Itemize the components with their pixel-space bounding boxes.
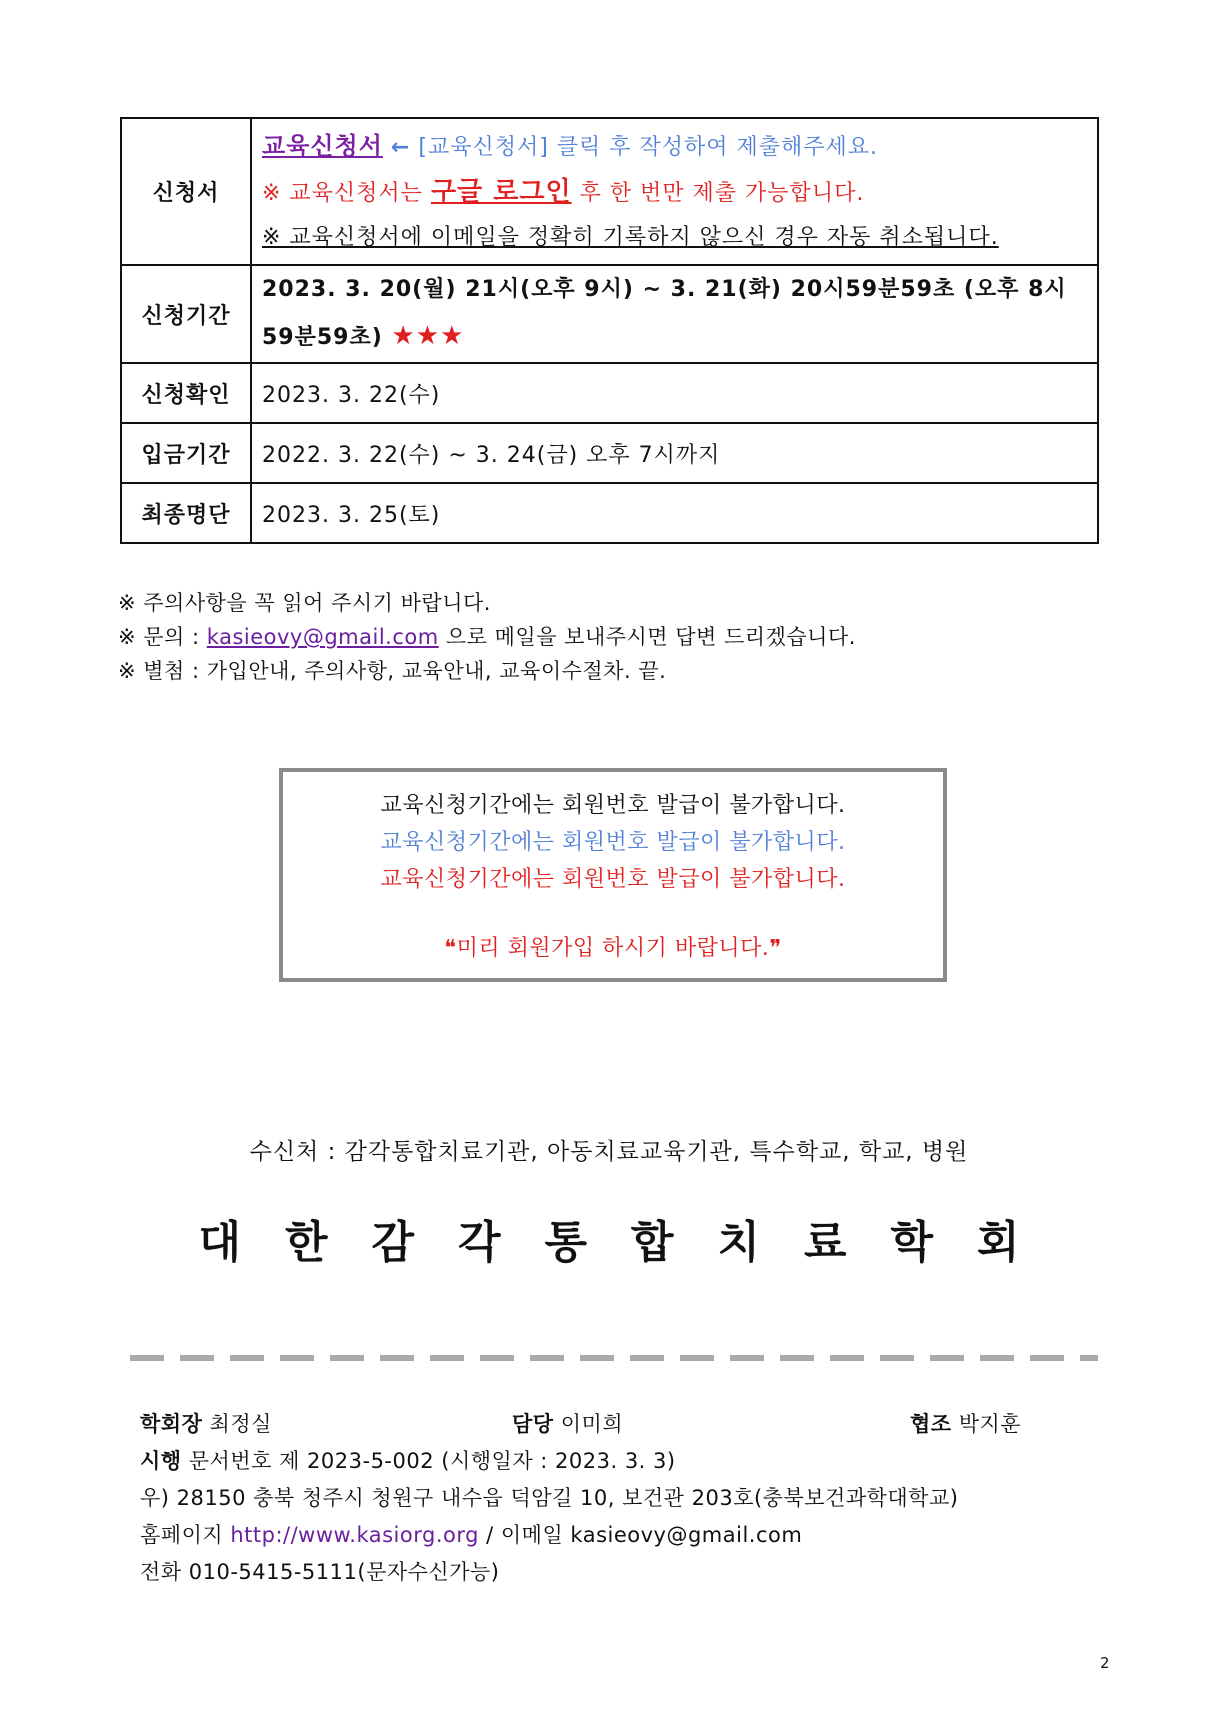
cooperation-name: 박지훈 (958, 1412, 1022, 1436)
note-read-caution: ※ 주의사항을 꼭 읽어 주시기 바랍니다. (118, 591, 491, 615)
google-login-note (262, 170, 1087, 216)
enforce-label: 시행 (140, 1449, 182, 1473)
inquiry-email-link[interactable]: kasieovy@gmail.com (206, 625, 439, 649)
homepage-label: 홈페이지 (140, 1523, 224, 1547)
note-inquiry (118, 620, 856, 654)
google-login-emphasis: 구글 로그인 (430, 176, 572, 207)
table-row-application (121, 118, 1098, 265)
note-attachments: ※ 별첨 : 가입안내, 주의사항, 교육안내, 교육이수절차. 끝. (118, 659, 667, 683)
table-row-final (121, 483, 1098, 543)
organization-name: 대한감각통합치료학회 (198, 1217, 1064, 1268)
notes-section (118, 586, 856, 688)
period-cell (251, 265, 1098, 363)
cooperation (910, 1406, 1021, 1443)
phone-row: 전화 010-5415-5111(문자수신가능) (140, 1560, 500, 1584)
president-name: 최정실 (209, 1412, 272, 1436)
notice-box (279, 768, 947, 982)
address-row: 우) 28150 충북 청주시 청원구 내수읍 덕암길 10, 보건관 203호(충북보건과학대학교) (140, 1486, 959, 1510)
left-arrow-icon: ← (390, 134, 411, 160)
confirm-date: 2023. 3. 22(수) (251, 363, 1098, 423)
inquiry-suffix: 으로 메일을 보내주시면 답변 드리겠습니다. (438, 625, 856, 649)
table-row-confirm (121, 363, 1098, 423)
application-form-link[interactable]: 교육신청서 (262, 131, 383, 160)
cooperation-label: 협조 (910, 1412, 952, 1436)
period-line2: 59분59초) (262, 325, 383, 350)
enforcement-row (140, 1443, 1060, 1480)
schedule-table (120, 117, 1099, 544)
row-header-period: 신청기간 (121, 265, 251, 363)
manager-label: 담당 (512, 1412, 554, 1436)
footer-email[interactable]: kasieovy@gmail.com (570, 1523, 803, 1547)
row-header-final: 최종명단 (121, 483, 251, 543)
footer (140, 1406, 1060, 1591)
deposit-period: 2022. 3. 22(수) ~ 3. 24(금) 오후 7시까지 (251, 423, 1098, 483)
president-label: 학회장 (140, 1412, 203, 1436)
dashed-divider (130, 1355, 1098, 1361)
recipients-line: 수신처 : 감각통합치료기관, 아동치료교육기관, 특수학교, 학교, 병원 (249, 1139, 969, 1165)
contact-row (140, 1517, 1060, 1554)
enforce-text: 문서번호 제 2023-5-002 (시행일자 : 2023. 3. 3) (188, 1449, 676, 1473)
notice-line-black: 교육신청기간에는 회원번호 발급이 불가합니다. (380, 793, 846, 818)
homepage-link[interactable]: http://www.kasiorg.org (230, 1523, 479, 1547)
final-list-date: 2023. 3. 25(토) (251, 483, 1098, 543)
manager-name: 이미희 (560, 1412, 624, 1436)
row-header-deposit: 입금기간 (121, 423, 251, 483)
row-header-application: 신청서 (121, 118, 251, 265)
signup-reminder: ❝미리 회원가입 하시기 바랍니다.❞ (444, 936, 782, 961)
period-line1: 2023. 3. 20(월) 21시(오후 9시) ~ 3. 21(화) 20시59분59초 (오후 8시 (262, 277, 1067, 302)
manager (512, 1406, 623, 1443)
president (140, 1406, 272, 1443)
note1-prefix: ※ 교육신청서는 (262, 180, 431, 206)
note1-suffix: 후 한 번만 제출 가능합니다. (571, 180, 865, 206)
table-row-period (121, 265, 1098, 363)
email-cancel-note: ※ 교육신청서에 이메일을 정확히 기록하지 않으신 경우 자동 취소됩니다. (262, 224, 999, 250)
table-row-deposit (121, 423, 1098, 483)
page-number: 2 (1100, 1654, 1110, 1672)
star-icons: ★★★ (391, 321, 465, 351)
notice-line-blue: 교육신청기간에는 회원번호 발급이 불가합니다. (380, 830, 846, 855)
signatories-row (140, 1406, 1060, 1443)
application-cell (251, 118, 1098, 265)
row-header-confirm: 신청확인 (121, 363, 251, 423)
form-instruction: [교육신청서] 클릭 후 작성하여 제출해주세요. (418, 134, 879, 160)
notice-line-red: 교육신청기간에는 회원번호 발급이 불가합니다. (380, 867, 846, 892)
inquiry-prefix: ※ 문의 : (118, 625, 207, 649)
email-separator: / 이메일 (478, 1523, 571, 1547)
